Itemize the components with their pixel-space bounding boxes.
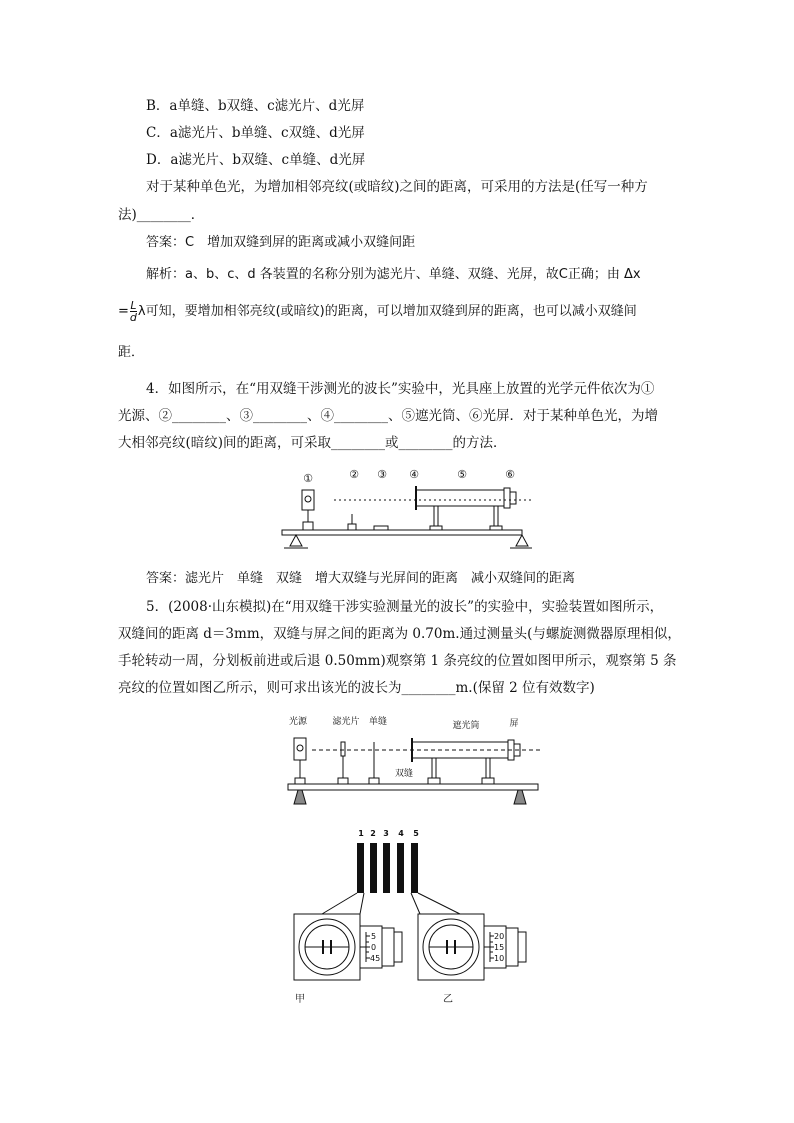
label-yi: 乙: [443, 994, 453, 1005]
label-source: 光源: [288, 717, 308, 727]
formula-denominator: d: [129, 311, 137, 324]
fringe-4: [397, 843, 404, 893]
fringe-3: [383, 843, 390, 893]
label-4: ④: [409, 468, 419, 481]
formula-numerator: L: [130, 299, 137, 312]
dial-right-15: 15: [494, 943, 505, 952]
fringe-number-5: 5: [413, 829, 419, 838]
apparatus-foot-left: [294, 790, 306, 804]
dial-left-5: 5: [371, 932, 377, 941]
apparatus-foot-right: [514, 790, 526, 804]
screen-piece: [504, 488, 510, 508]
apparatus-figure-2: [280, 712, 542, 812]
question-5-line1: 5．(2008·山东模拟)在“用双缝干涉实验测量光的波长”的实验中，实验装置如图所示，: [146, 599, 664, 615]
question-5-line3: 手轮转动一周，分划板前进或后退 0.50mm)观察第 1 条亮纹的位置如图甲所示，观察第 5 条: [118, 653, 677, 669]
label-screen: 屏: [509, 719, 519, 729]
analysis-equals: =: [118, 304, 129, 319]
question-4-line1: 4．如图所示，在“用双缝干涉测光的波长”实验中，光具座上放置的光学元件依次为①: [146, 381, 655, 397]
answer-3: 答案：C 增加双缝到屏的距离或减小双缝间距: [146, 235, 416, 250]
label-double-slit: 双缝: [394, 769, 414, 779]
fringe-number-1: 1: [358, 829, 364, 838]
question-4-line3: 大相邻亮纹(暗纹)间的距离，可采取________或________的方法．: [118, 435, 507, 451]
light-shield-tube: [416, 490, 504, 506]
option-b: B．a单缝、b双缝、c滤光片、d光屏: [146, 98, 365, 114]
question-4-line2: 光源、②________、③________、④________、⑤遮光筒、⑥光屏．对于某种单色光，为增: [118, 408, 658, 424]
measurement-figure: [280, 826, 542, 1012]
analysis-line3: 距．: [118, 345, 145, 360]
analysis-line2-text: λ可知，要增加相邻亮纹(或暗纹)的距离，可以增加双缝到屏的距离，也可以减小双缝间: [137, 304, 637, 319]
fringe-number-3: 3: [383, 829, 389, 838]
dial-left-45: 45: [370, 954, 381, 963]
source-lamp: [294, 738, 306, 760]
question-3-text-line1: 对于某种单色光，为增加相邻亮纹(或暗纹)之间的距离，可采用的方法是(任写一种方: [146, 179, 648, 195]
fringe-number-4: 4: [398, 829, 404, 838]
label-jia: 甲: [295, 994, 305, 1005]
optical-bench-figure-1: [270, 462, 532, 558]
label-single-slit: 单缝: [368, 717, 388, 727]
label-6: ⑥: [505, 468, 515, 481]
filter-element: [341, 742, 345, 756]
fringe-pattern: [357, 843, 418, 893]
formula-fraction: [130, 300, 137, 323]
answer-4: 答案：滤光片 单缝 双缝 增大双缝与光屏间的距离 减小双缝间的距离: [146, 571, 576, 586]
fringe-5: [411, 843, 418, 893]
light-source-box: [302, 490, 314, 510]
option-c: C．a滤光片、b单缝、c双缝、d光屏: [146, 125, 365, 141]
dial-right-20: 20: [494, 932, 505, 941]
option-d: D．a滤光片、b双缝、c单缝、d光屏: [146, 152, 366, 168]
label-1: ①: [303, 472, 313, 485]
label-tube: 遮光筒: [452, 721, 480, 731]
apparatus-rail: [288, 784, 538, 790]
analysis-line1: 解析：a、b、c、d 各装置的名称分别为滤光片、单缝、双缝、光屏，故C正确；由 Δx: [146, 267, 641, 282]
question-5-line4: 亮纹的位置如图乙所示，则可求出该光的波长为________m.(保留 2 位有效数字): [118, 680, 595, 696]
label-5: ⑤: [457, 468, 467, 481]
analysis-line2: [118, 300, 637, 323]
label-filter: 滤光片: [332, 717, 360, 727]
bench-support-right: [516, 535, 528, 546]
fringe-1: [357, 843, 364, 893]
fringe-2: [370, 843, 377, 893]
bench-rail: [282, 530, 522, 535]
label-3: ③: [377, 468, 387, 481]
question-3-text-line2: 法)________．: [118, 207, 205, 223]
slit-holder: [374, 526, 388, 530]
dial-left-0: 0: [371, 943, 377, 952]
question-5-line2: 双缝间的距离 d＝3mm，双缝与屏之间的距离为 0.70m.通过测量头(与螺旋测微器原理相似，: [118, 626, 681, 642]
label-2: ②: [349, 468, 359, 481]
fringe-number-2: 2: [370, 829, 376, 838]
dial-right-10: 10: [494, 954, 505, 963]
bench-support-left: [290, 535, 302, 546]
